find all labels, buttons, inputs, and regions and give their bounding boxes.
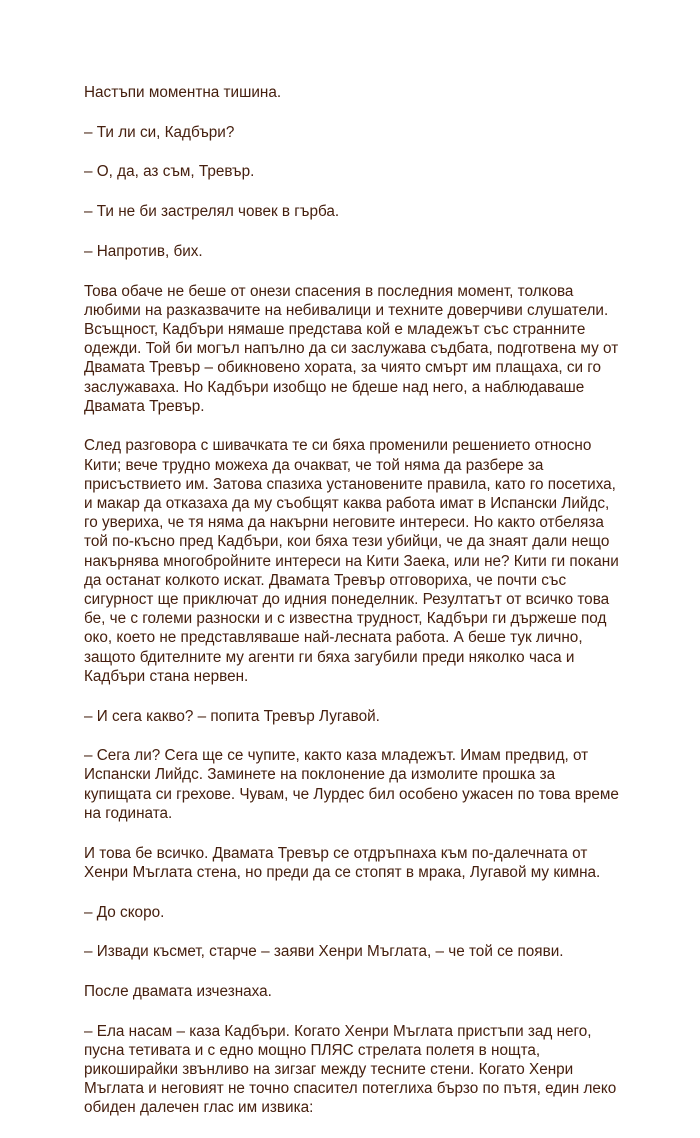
paragraph: – И сега какво? – попита Тревър Лугавой. [84,707,380,725]
paragraph: – Извади късмет, старче – заяви Хенри Мъглата, – че той се появи. [84,943,564,961]
paragraph: – Ти ли си, Кадбъри? [84,123,235,141]
paragraph: – Напротив, бих. [84,242,203,260]
paragraph: – Ти не би застрелял човек в гърба. [84,203,340,221]
paragraph: Това обаче не беше от онези спасения в последния момент, толкова любими на разказвачите на небивалици и техните доверчиви слушатели. Всъщност, Кадбъри нямаше представа кой е младежът със странните одежди. Той би могъл напълно да си заслужава съдбата, подготвена му от Двамата Тревър – обикновено хората, за чиято смърт им плащаха, си го заслужаваха. Но Кадбъри изобщо не бдеше над него, а наблюдаваше Двамата Тревър. [84,282,619,415]
paragraph: – Сега ли? Сега ще се чупите, както каза младежът. Имам предвид, от Испански Лийдс. Заминете на поклонение да измолите прошка за купищата си грехове. Чувам, че Лурдес бил особено ужасен по това време на годината. [84,747,619,822]
paragraph: И това бе всичко. Двамата Тревър се отдръпнаха към по-далечната от Хенри Мъглата стена, но преди да се стопят в мрака, Лугавой му кимна. [84,844,601,881]
paragraph: След разговора с шивачката те си бяха променили решението относно Кити; вече трудно можеха да очакват, че той няма да разбере за присъствието им. Затова спазиха установените правила, като го посетиха, и макар да отказаха да му съобщят каква работа имат в Испански Лийдс, го увериха, че тя няма да накърни неговите интереси. Но както отбеляза той по-късно пред Кадбъри, кои бяха тези убийци, че да знаят дали нещо накърнява многобройните интереси на Кити Заека, или не? Кити ги покани да останат колкото искат. Двамата Тревър отговориха, че почти със сигурност ще приключат до идния понеделник. Резултатът от всичко това бе, че с големи разноски и с известна трудност, Кадбъри ги държеше под око, което не представляваше най-лесната работа. А беше тук лично, защото бдителните му агенти ги бяха загубили преди няколко часа и Кадбъри стана нервен. [84,437,619,685]
document-body [84,83,624,1138]
paragraph: – О, да, аз съм, Тревър. [84,163,255,181]
paragraph: – До скоро. [84,903,165,921]
paragraph: После двамата изчезнаха. [84,982,272,1000]
paragraph: – Ела насам – каза Кадбъри. Когато Хенри Мъглата пристъпи зад него, пусна тетивата и с едно мощно ПЛЯС стрелата полетя в нощта, рикоширайки звънливо на зигзаг между тесните стени. Когато Хенри Мъглата и неговият не точно спасител потеглиха бързо по пътя, един леко обиден далечен глас им извика: [84,1022,617,1117]
paragraph: Настъпи моментна тишина. [84,84,282,101]
